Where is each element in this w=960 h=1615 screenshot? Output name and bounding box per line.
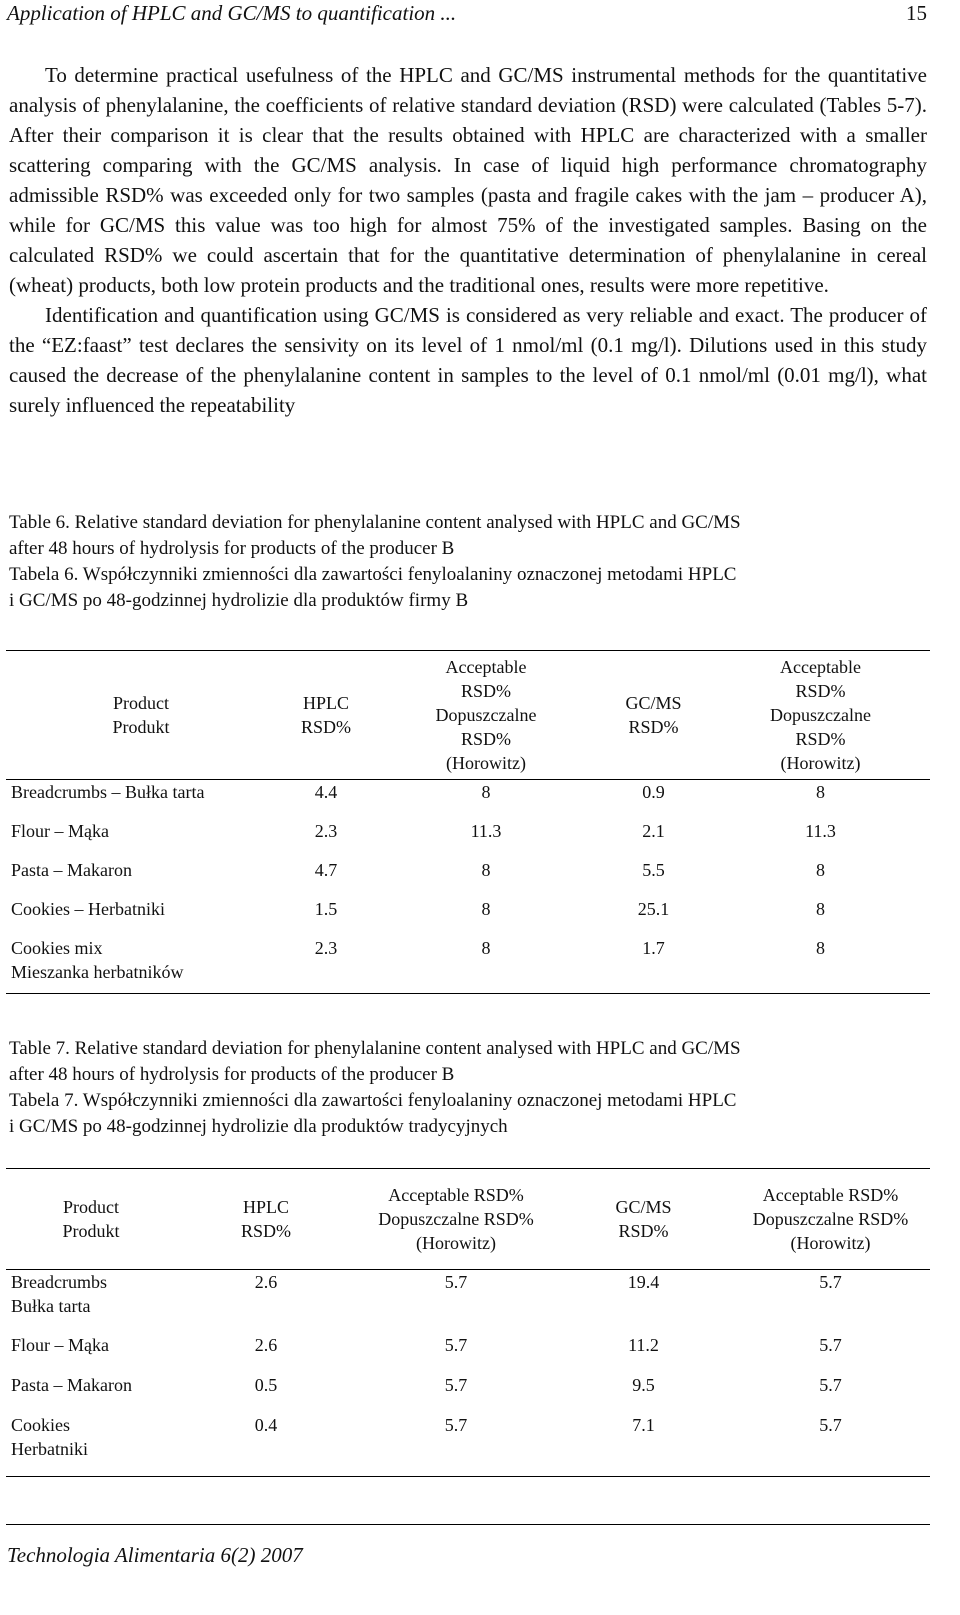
running-title: Application of HPLC and GC/MS to quantification ... bbox=[7, 1, 457, 25]
column-header-product: Product Produkt bbox=[6, 1169, 176, 1270]
table6 bbox=[6, 650, 930, 994]
hplc-rsd-cell: 1.5 bbox=[314, 899, 338, 919]
column-header-acceptable-rsd-gcms: Acceptable RSD% Dopuszczalne RSD% (Horowitz) bbox=[731, 1169, 930, 1270]
product-cell: Pasta – Makaron bbox=[11, 1375, 132, 1395]
table7-caption-en-line1: Table 7. Relative standard deviation for phenylalanine content analysed with HPLC and GC/MS bbox=[9, 1038, 741, 1059]
table-row bbox=[6, 1373, 930, 1413]
table7 bbox=[6, 1168, 930, 1477]
acceptable-rsd-cell: 5.7 bbox=[444, 1375, 468, 1395]
table-header-row bbox=[6, 651, 930, 780]
product-cell: Flour – Mąka bbox=[11, 1335, 109, 1355]
table-header-row bbox=[6, 1169, 930, 1270]
hplc-rsd-cell: 2.3 bbox=[314, 821, 338, 841]
acceptable-rsd-cell: 11.3 bbox=[470, 821, 502, 841]
gcms-rsd-cell: 1.7 bbox=[596, 936, 711, 994]
column-header-hplc-rsd: HPLC RSD% bbox=[276, 651, 376, 780]
product-cell: Breadcrumbs Bułka tarta bbox=[11, 1272, 107, 1316]
product-cell: Cookies Herbatniki bbox=[6, 1413, 176, 1477]
gcms-rsd-cell: 2.1 bbox=[642, 821, 665, 841]
gcms-rsd-cell: 11.2 bbox=[628, 1335, 659, 1355]
column-header-gcms-rsd: GC/MS RSD% bbox=[596, 651, 711, 780]
product-cell: Flour – Mąka bbox=[11, 821, 109, 841]
table-row bbox=[6, 780, 930, 820]
acceptable-rsd-cell: 8 bbox=[481, 899, 491, 919]
acceptable-rsd-cell: 5.7 bbox=[731, 1413, 930, 1477]
acceptable-rsd-cell: 8 bbox=[481, 860, 491, 880]
acceptable-rsd-cell: 5.7 bbox=[444, 1335, 468, 1355]
gcms-rsd-cell: 0.9 bbox=[642, 782, 665, 802]
column-header-acceptable-rsd-hplc: Acceptable RSD% Dopuszczalne RSD% (Horowitz) bbox=[356, 1169, 556, 1270]
body-paragraph: To determine practical usefulness of the HPLC and GC/MS instrumental methods for the quantitative analysis of phenylalanine, the coefficients of relative standard deviation (RSD) were calculated (Tables 5-7). After their comparison it is clear that the results obtained with HPLC are characterized with a smaller scattering comparing with the GC/MS analysis. In case of liquid high performance chromatography admissible RSD% was exceeded only for two samples (pasta and fragile cakes with the jam – producer A), while for GC/MS this value was too high for almost 75% of the investigated samples. Basing on the calculated RSD% we could ascertain that for the quantitative determination of phenylalanine in cereal (wheat) products, both low protein products and the traditional ones, results were more repetitive. bbox=[9, 63, 927, 297]
gcms-rsd-cell: 19.4 bbox=[627, 1272, 660, 1292]
column-header-product: Product Produkt bbox=[6, 651, 276, 780]
acceptable-rsd-cell: 8 bbox=[816, 899, 825, 919]
running-header bbox=[7, 0, 927, 28]
table6-caption bbox=[9, 510, 927, 614]
hplc-rsd-cell: 0.5 bbox=[254, 1375, 278, 1395]
column-header-acceptable-rsd-hplc: Acceptable RSD% Dopuszczalne RSD% (Horowitz) bbox=[376, 651, 596, 780]
gcms-rsd-cell: 5.5 bbox=[642, 860, 665, 880]
table-row bbox=[6, 1270, 930, 1334]
column-header-gcms-rsd: GC/MS RSD% bbox=[556, 1169, 731, 1270]
hplc-rsd-cell: 2.6 bbox=[254, 1335, 278, 1355]
hplc-rsd-cell: 4.7 bbox=[314, 860, 338, 880]
table6-caption-en-line1: Table 6. Relative standard deviation for phenylalanine content analysed with HPLC and GC/MS bbox=[9, 512, 741, 533]
acceptable-rsd-cell: 8 bbox=[711, 936, 930, 994]
table7-caption-en-line2: after 48 hours of hydrolysis for products of the producer B bbox=[9, 1064, 455, 1085]
gcms-rsd-cell: 9.5 bbox=[632, 1375, 655, 1395]
gcms-rsd-cell: 7.1 bbox=[556, 1413, 731, 1477]
hplc-rsd-cell: 4.4 bbox=[314, 782, 338, 802]
table6-caption-pl-line2: i GC/MS po 48-godzinnej hydrolizie dla produktów firmy B bbox=[9, 590, 469, 611]
acceptable-rsd-cell: 8 bbox=[376, 936, 596, 994]
column-header-acceptable-rsd-gcms: Acceptable RSD% Dopuszczalne RSD% (Horowitz) bbox=[711, 651, 930, 780]
journal-footer: Technologia Alimentaria 6(2) 2007 bbox=[7, 1543, 303, 1567]
product-cell: Cookies mix Mieszanka herbatników bbox=[6, 936, 276, 994]
acceptable-rsd-cell: 5.7 bbox=[819, 1335, 842, 1355]
gcms-rsd-cell: 25.1 bbox=[637, 899, 670, 919]
table7-caption-pl-line2: i GC/MS po 48-godzinnej hydrolizie dla produktów tradycyjnych bbox=[9, 1116, 508, 1137]
page-number: 15 bbox=[906, 1, 927, 25]
acceptable-rsd-cell: 8 bbox=[481, 782, 491, 802]
table6-caption-pl-line1: Tabela 6. Współczynniki zmienności dla zawartości fenyloalaniny oznaczonej metodami HPLC bbox=[9, 564, 737, 585]
product-cell: Pasta – Makaron bbox=[11, 860, 132, 880]
body-paragraph: Identification and quantification using GC/MS is considered as very reliable and exact. The producer of the “EZ:faast” test declares the sensivity on its level of 1 nmol/ml (0.1 mg/l). Dilutions used in this study caused the decrease of the phenylalanine content in samples to the level of 0.1 nmol/ml (0.01 mg/l), what surely influenced the repeatability bbox=[9, 303, 927, 417]
table6-caption-en-line2: after 48 hours of hydrolysis for products of the producer B bbox=[9, 538, 455, 559]
table-row bbox=[6, 1333, 930, 1373]
footer-rule bbox=[6, 1524, 930, 1525]
acceptable-rsd-cell: 8 bbox=[816, 860, 825, 880]
hplc-rsd-cell: 0.4 bbox=[176, 1413, 356, 1477]
column-header-hplc-rsd: HPLC RSD% bbox=[176, 1169, 356, 1270]
acceptable-rsd-cell: 5.7 bbox=[819, 1272, 842, 1292]
product-cell: Cookies – Herbatniki bbox=[11, 899, 165, 919]
table-row bbox=[6, 897, 930, 936]
table-row bbox=[6, 936, 930, 994]
table7-caption-pl-line1: Tabela 7. Współczynniki zmienności dla zawartości fenyloalaniny oznaczonej metodami HPLC bbox=[9, 1090, 737, 1111]
hplc-rsd-cell: 2.6 bbox=[254, 1272, 278, 1292]
table-row bbox=[6, 858, 930, 897]
acceptable-rsd-cell: 5.7 bbox=[444, 1272, 468, 1292]
acceptable-rsd-cell: 11.3 bbox=[805, 821, 836, 841]
table-row bbox=[6, 819, 930, 858]
acceptable-rsd-cell: 5.7 bbox=[356, 1413, 556, 1477]
acceptable-rsd-cell: 8 bbox=[816, 782, 825, 802]
body-text bbox=[9, 60, 927, 420]
hplc-rsd-cell: 2.3 bbox=[276, 936, 376, 994]
table-row bbox=[6, 1413, 930, 1477]
acceptable-rsd-cell: 5.7 bbox=[819, 1375, 842, 1395]
table7-caption bbox=[9, 1036, 927, 1140]
product-cell: Breadcrumbs – Bułka tarta bbox=[11, 782, 205, 802]
